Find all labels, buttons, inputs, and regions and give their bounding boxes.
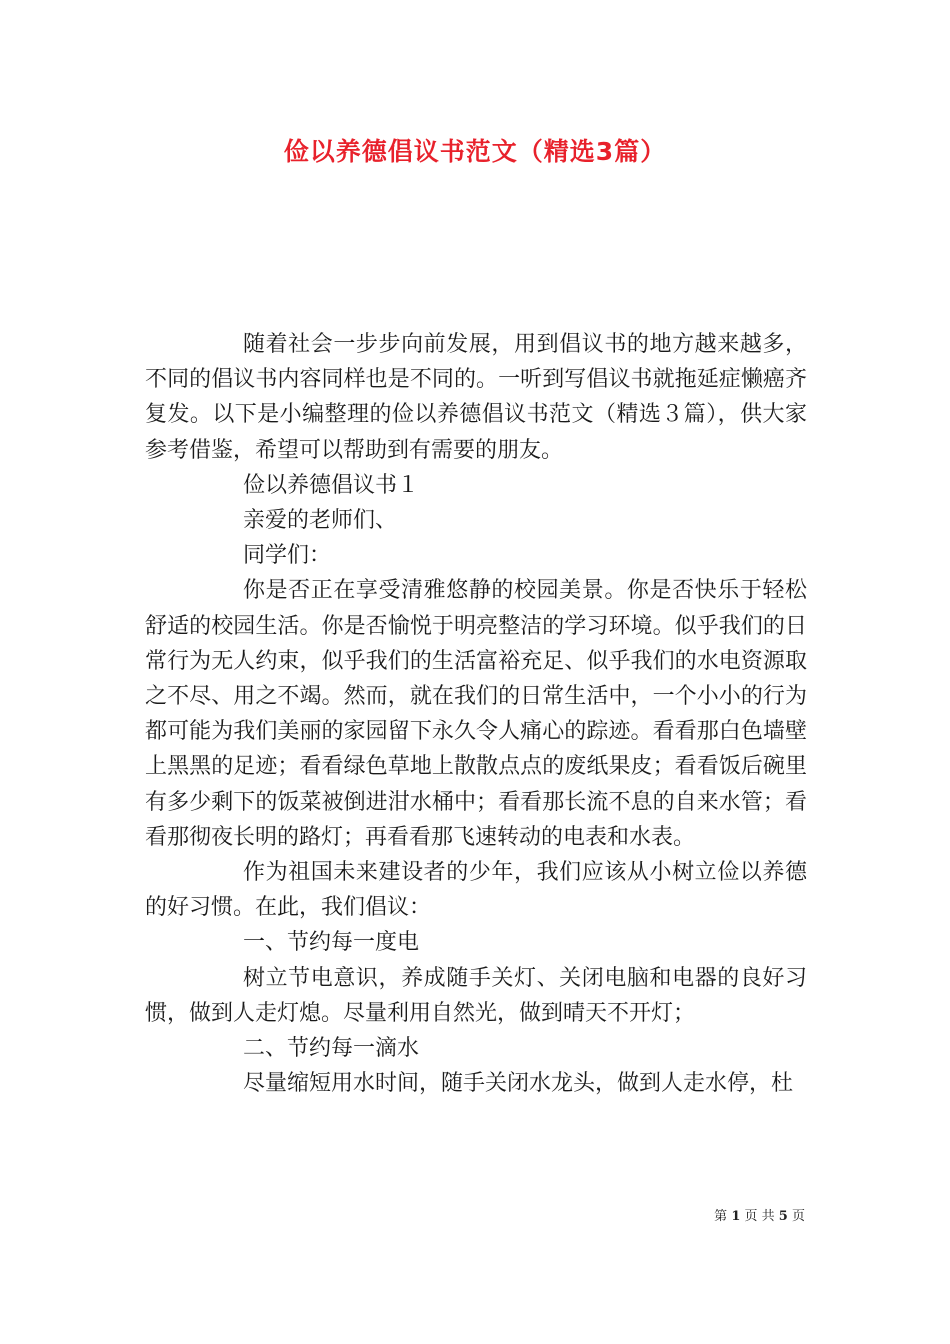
salutation-line: 亲爱的老师们、 (243, 508, 398, 534)
section-heading: 俭以养德倡议书１ (243, 472, 420, 498)
document-body (145, 327, 807, 1101)
current-page-number: 1 (731, 1209, 741, 1224)
paragraph: 你是否正在享受清雅悠静的校园美景。你是否快乐于轻松舒适的校园生活。你是否愉悦于明亮整洁的学习环境。似乎我们的日常行为无人约束，似乎我们的生活富裕充足、似乎我们的水电资源取之不尽、用之不竭。然而，就在我们的日常生活中，一个小小的行为都可能为我们美丽的家园留下永久令人痛心的踪迹。看看那白色墙壁上黑黑的足迹；看看绿色草地上散散点点的废纸果皮；看看饭后碗里有多少剩下的饭菜被倒进泔水桶中；看看那长流不息的自来水管；看看那彻夜长明的路灯；再看看那飞速转动的电表和水表。 (145, 578, 807, 850)
footer-middle: 页 共 (744, 1209, 775, 1224)
salutation-line: 同学们： (243, 543, 332, 569)
paragraph: 树立节电意识，养成随手关灯、关闭电脑和电器的良好习惯，做到人走灯熄。尽量利用自然光，做到晴天不开灯； (145, 965, 807, 1026)
total-page-number: 5 (778, 1209, 788, 1224)
paragraph: 作为祖国未来建设者的少年，我们应该从小树立俭以养德的好习惯。在此，我们倡议： (145, 860, 807, 921)
page-number-footer (714, 1205, 805, 1224)
footer-suffix: 页 (791, 1209, 805, 1224)
list-heading: 二、节约每一滴水 (243, 1036, 420, 1062)
document-title: 俭以养德倡议书范文（精选3篇） (283, 137, 667, 166)
paragraph-intro: 随着社会一步步向前发展，用到倡议书的地方越来越多，不同的倡议书内容同样也是不同的。一听到写倡议书就拖延症懒癌齐复发。以下是小编整理的俭以养德倡议书范文（精选３篇），供大家参考借鉴，希望可以帮助到有需要的朋友。 (145, 332, 807, 463)
list-heading: 一、节约每一度电 (243, 930, 420, 956)
paragraph: 尽量缩短用水时间，随手关闭水龙头，做到人走水停，杜 (243, 1071, 794, 1097)
footer-prefix: 第 (714, 1209, 728, 1224)
